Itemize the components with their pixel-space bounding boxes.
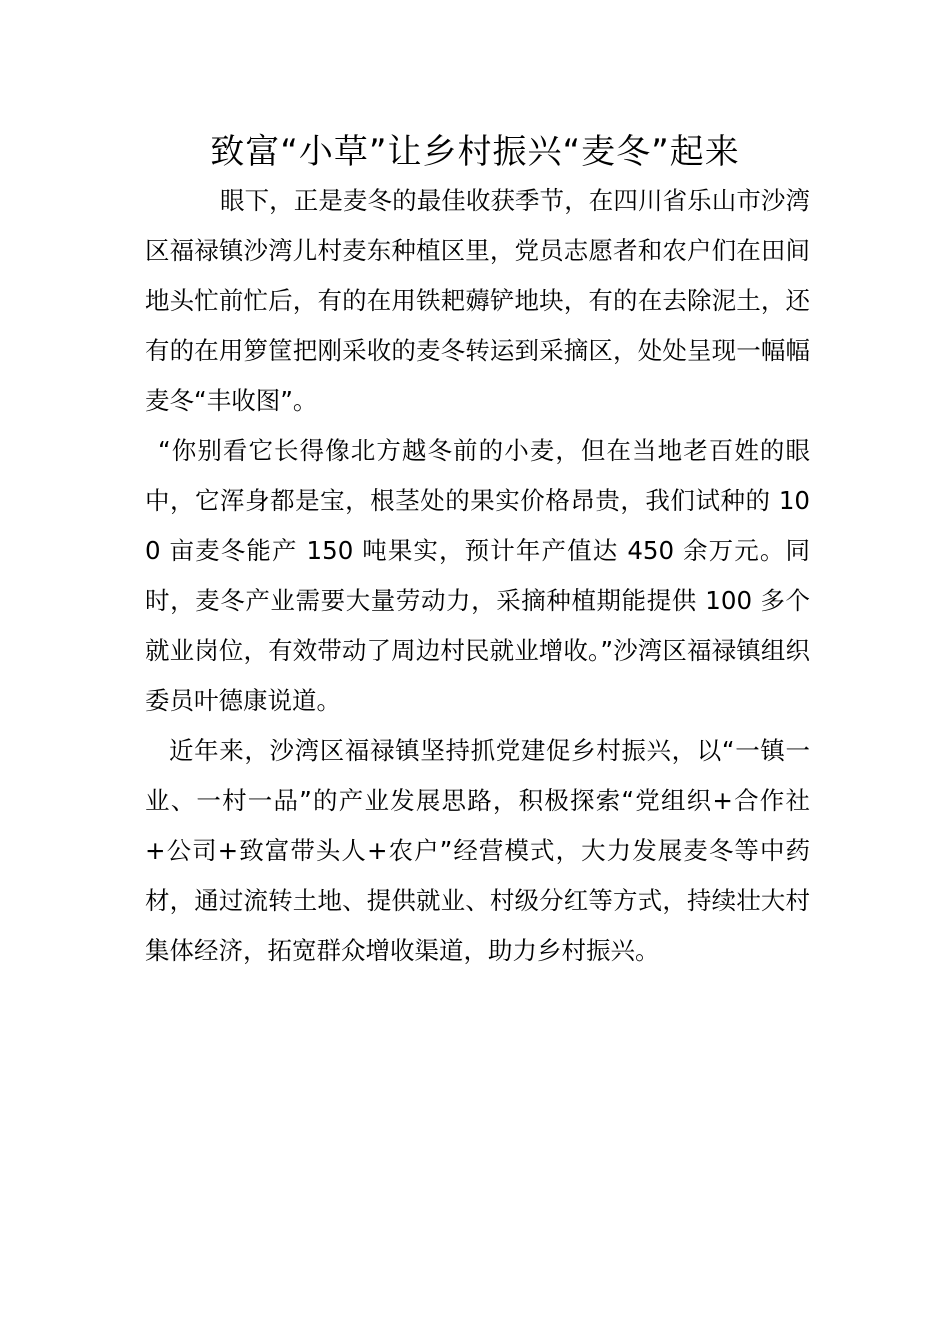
document-body	[145, 176, 810, 976]
paragraph-harvest-scene: 眼下，正是麦冬的最佳收获季节，在四川省乐山市沙湾区福禄镇沙湾儿村麦东种植区里，党员志愿者和农户们在田间地头忙前忙后，有的在用铁耙薅铲地块，有的在去除泥土，还有的在用箩筐把刚采收的麦冬转运到采摘区，处处呈现一幅幅麦冬“丰收图”。	[145, 186, 810, 415]
paragraph-development-strategy: 近年来，沙湾区福禄镇坚持抓党建促乡村振兴，以“一镇一业、一村一品”的产业发展思路，积极探索“党组织+合作社+公司+致富带头人+农户”经营模式，大力发展麦冬等中药材，通过流转土地、提供就业、村级分红等方式，持续壮大村集体经济，拓宽群众增收渠道，助力乡村振兴。	[145, 736, 810, 965]
document-title: 致富“小草”让乡村振兴“麦冬”起来	[210, 132, 740, 172]
paragraph-official-quote: “你别看它长得像北方越冬前的小麦，但在当地老百姓的眼中，它浑身都是宝，根茎处的果实价格昂贵，我们试种的 100 亩麦冬能产 150 吨果实，预计年产值达 450 余万元。同时，麦冬产业需要大量劳动力，采摘种植期能提供 100 多个就业岗位，有效带动了周边村民就业增收。”沙湾区福禄镇组织委员叶德康说道。	[145, 436, 810, 715]
